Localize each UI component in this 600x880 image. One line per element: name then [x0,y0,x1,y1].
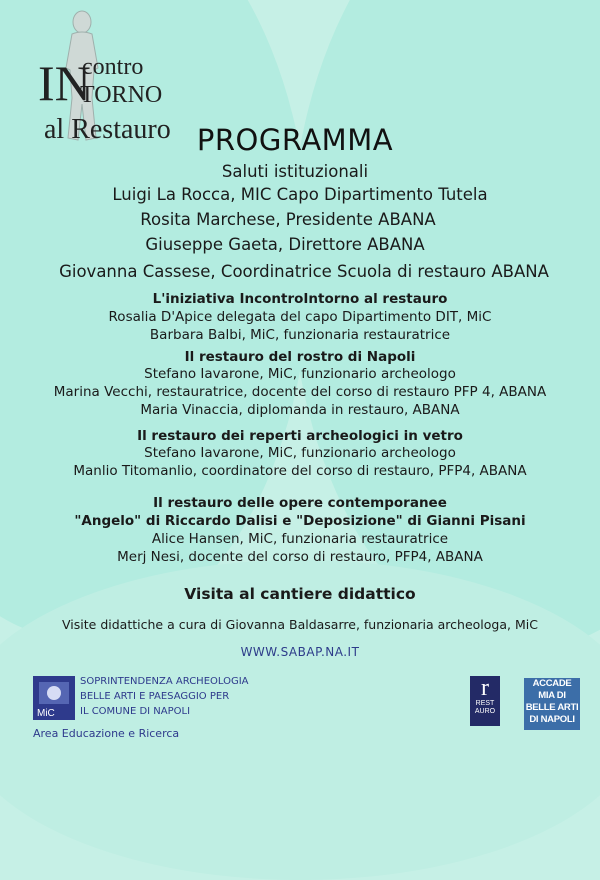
saluti-line: Luigi La Rocca, MIC Capo Dipartimento Tutela [112,185,488,204]
restauro-text: AURO [474,708,496,715]
soprintendenza-line: IL COMUNE DI NAPOLI [80,706,191,717]
section-line: Manlio Titomanlio, coordinatore del corso di restauro, PFP4, ABANA [73,463,527,479]
page-title: PROGRAMMA [196,123,394,157]
mic-label: MiC [37,708,55,719]
soprintendenza-line: BELLE ARTI E PAESAGGIO PER [80,691,230,702]
accademia-line: DI NAPOLI [529,714,575,725]
accademia-line: MIA DI [538,690,566,701]
section-line: Stefano Iavarone, MiC, funzionario archeologo [144,445,456,461]
visit-text: Visite didattiche a cura di Giovanna Baldasarre, funzionaria archeologa, MiC [62,617,538,632]
section-subheading: "Angelo" di Riccardo Dalisi e "Deposizione" di Gianni Pisani [74,513,526,529]
section-line: Rosalia D'Apice delegata del capo Dipartimento DIT, MiC [108,309,492,325]
section-line: Stefano Iavarone, MiC, funzionario archeologo [144,366,456,382]
mic-emblem-icon [33,676,75,720]
saluti-line: Rosita Marchese, Presidente ABANA [140,210,436,229]
restauro-r: r [481,675,489,701]
section-heading: L'iniziativa IncontroIntorno al restauro [152,291,448,307]
section-line: Barbara Balbi, MiC, funzionaria restauratrice [149,327,451,343]
restauro-text: REST [475,700,495,707]
logo-al-restauro: al Restauro [44,114,171,145]
saluti-heading: Saluti istituzionali [221,162,369,181]
background-shape-bottom [0,560,600,880]
restauro-logo [470,676,500,726]
logo-contro: contro [82,54,144,80]
website-link[interactable]: WWW.SABAP.NA.IT [240,645,360,659]
logo-torno: TORNO [80,82,163,108]
logo-in: IN [38,55,91,111]
area-educazione: Area Educazione e Ricerca [33,727,180,740]
saluti-line: Giovanna Cassese, Coordinatrice Scuola di restauro ABANA [59,262,549,281]
section-heading: Il restauro dei reperti archeologici in vetro [137,428,463,444]
section-line: Maria Vinaccia, diplomanda in restauro, ABANA [140,402,460,418]
section-line: Alice Hansen, MiC, funzionaria restauratrice [151,531,449,547]
section-heading: Il restauro delle opere contemporanee [153,495,447,511]
saluti-line: Giuseppe Gaeta, Direttore ABANA [145,235,425,254]
accademia-logo [524,678,580,730]
section-line: Marina Vecchi, restauratrice, docente del corso di restauro PFP 4, ABANA [53,384,547,400]
section-heading: Il restauro del rostro di Napoli [184,349,416,365]
accademia-line: BELLE ARTI [525,702,579,713]
accademia-line: ACCADE [532,678,572,689]
section-line: Merj Nesi, docente del corso di restauro, PFP4, ABANA [117,549,483,565]
visit-heading: Visita al cantiere didattico [184,585,416,603]
mic-logo [33,676,75,720]
soprintendenza-line: SOPRINTENDENZA ARCHEOLOGIA [80,676,249,687]
